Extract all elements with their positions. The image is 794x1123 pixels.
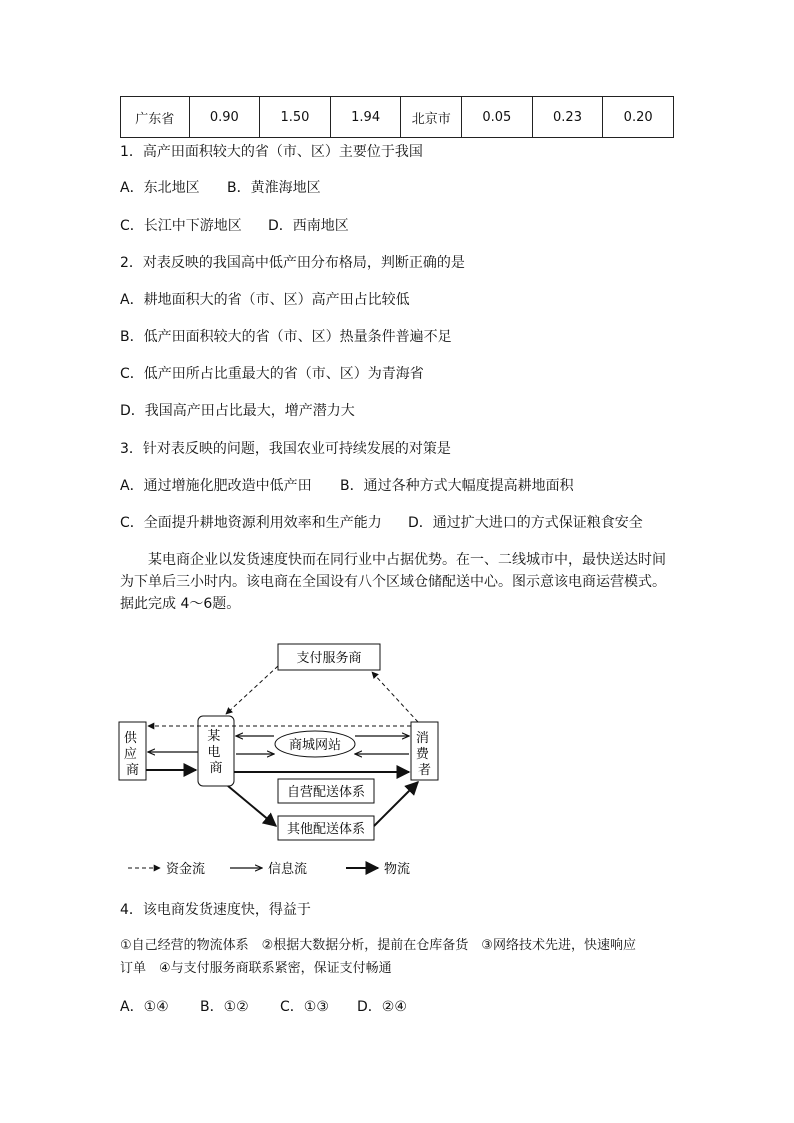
capital-flow-arrow <box>226 666 278 714</box>
question-3-stem: 3．针对表反映的问题，我国农业可持续发展的对策是 <box>120 441 451 457</box>
table-cell: 北京市 <box>401 97 462 138</box>
table-row <box>121 97 674 138</box>
question-3-option-a: A．通过增施化肥改造中低产田 <box>120 478 312 494</box>
table-cell: 0.23 <box>532 97 603 138</box>
table-cell: 1.50 <box>260 97 331 138</box>
logistics-flow-arrow <box>374 782 418 826</box>
question-4-option-a: A．①④ <box>120 999 169 1015</box>
logistics-flow-arrow <box>228 786 276 826</box>
table-cell: 0.05 <box>462 97 533 138</box>
question-1-option-b: B．黄淮海地区 <box>227 180 321 196</box>
capital-flow-arrow <box>372 672 418 722</box>
legend-logistics-label: 物流 <box>384 862 411 877</box>
question-4-stem: 4．该电商发货速度快，得益于 <box>120 902 311 918</box>
question-3-option-d: D．通过扩大进口的方式保证粮食安全 <box>408 515 643 531</box>
passage-intro: 某电商企业以发货速度快而在同行业中占据优势。在一、二线城市中，最快送达时间为下单后三小时内。该电商在全国设有八个区域仓储配送中心。图示意该电商运营模式。据此完成 4～6题。 <box>120 552 666 612</box>
ecommerce-model-diagram <box>110 636 450 880</box>
question-3-option-c: C．全面提升耕地资源利用效率和生产能力 <box>120 515 382 531</box>
question-4-option-b: B．①② <box>200 999 249 1015</box>
question-4-option-c: C．①③ <box>280 999 329 1015</box>
self-delivery-label: 自营配送体系 <box>286 785 366 800</box>
question-1-stem: 1．高产田面积较大的省（市、区）主要位于我国 <box>120 144 423 160</box>
table-cell: 0.20 <box>603 97 674 138</box>
question-1-option-c: C．长江中下游地区 <box>120 218 242 234</box>
question-3-option-b: B．通过各种方式大幅度提高耕地面积 <box>340 478 574 494</box>
question-2-option-c: C．低产田所占比重最大的省（市、区）为青海省 <box>120 366 424 382</box>
payment-provider-label: 支付服务商 <box>296 651 362 666</box>
other-delivery-label: 其他配送体系 <box>286 822 366 837</box>
table-cell: 1.94 <box>330 97 401 138</box>
question-4-options-line-2: 订单 ④与支付服务商联系紧密，保证支付畅通 <box>120 961 392 976</box>
website-label: 商城网站 <box>288 738 342 753</box>
question-2-option-d: D．我国高产田占比最大，增产潜力大 <box>120 403 355 419</box>
table-cell: 0.90 <box>189 97 260 138</box>
supplier-label: 供 应 商 <box>123 731 140 778</box>
question-1-option-d: D．西南地区 <box>268 218 349 234</box>
question-2-option-a: A．耕地面积大的省（市、区）高产田占比较低 <box>120 292 410 308</box>
question-1-option-a: A．东北地区 <box>120 180 200 196</box>
question-4-options-line-1: ①自己经营的物流体系 ②根据大数据分析，提前在仓库备货 ③网络技术先进，快速响应 <box>120 938 636 953</box>
question-2-option-b: B．低产田面积较大的省（市、区）热量条件普遍不足 <box>120 329 452 345</box>
question-4-option-d: D．②④ <box>357 999 407 1015</box>
data-table <box>120 96 674 138</box>
consumer-label: 消 费 者 <box>415 731 432 778</box>
table-cell: 广东省 <box>121 97 190 138</box>
merchant-label: 某 电 商 <box>207 729 223 776</box>
question-2-stem: 2．对表反映的我国高中低产田分布格局，判断正确的是 <box>120 255 465 271</box>
legend-capital-label: 资金流 <box>166 862 206 877</box>
legend-info-label: 信息流 <box>268 862 308 877</box>
